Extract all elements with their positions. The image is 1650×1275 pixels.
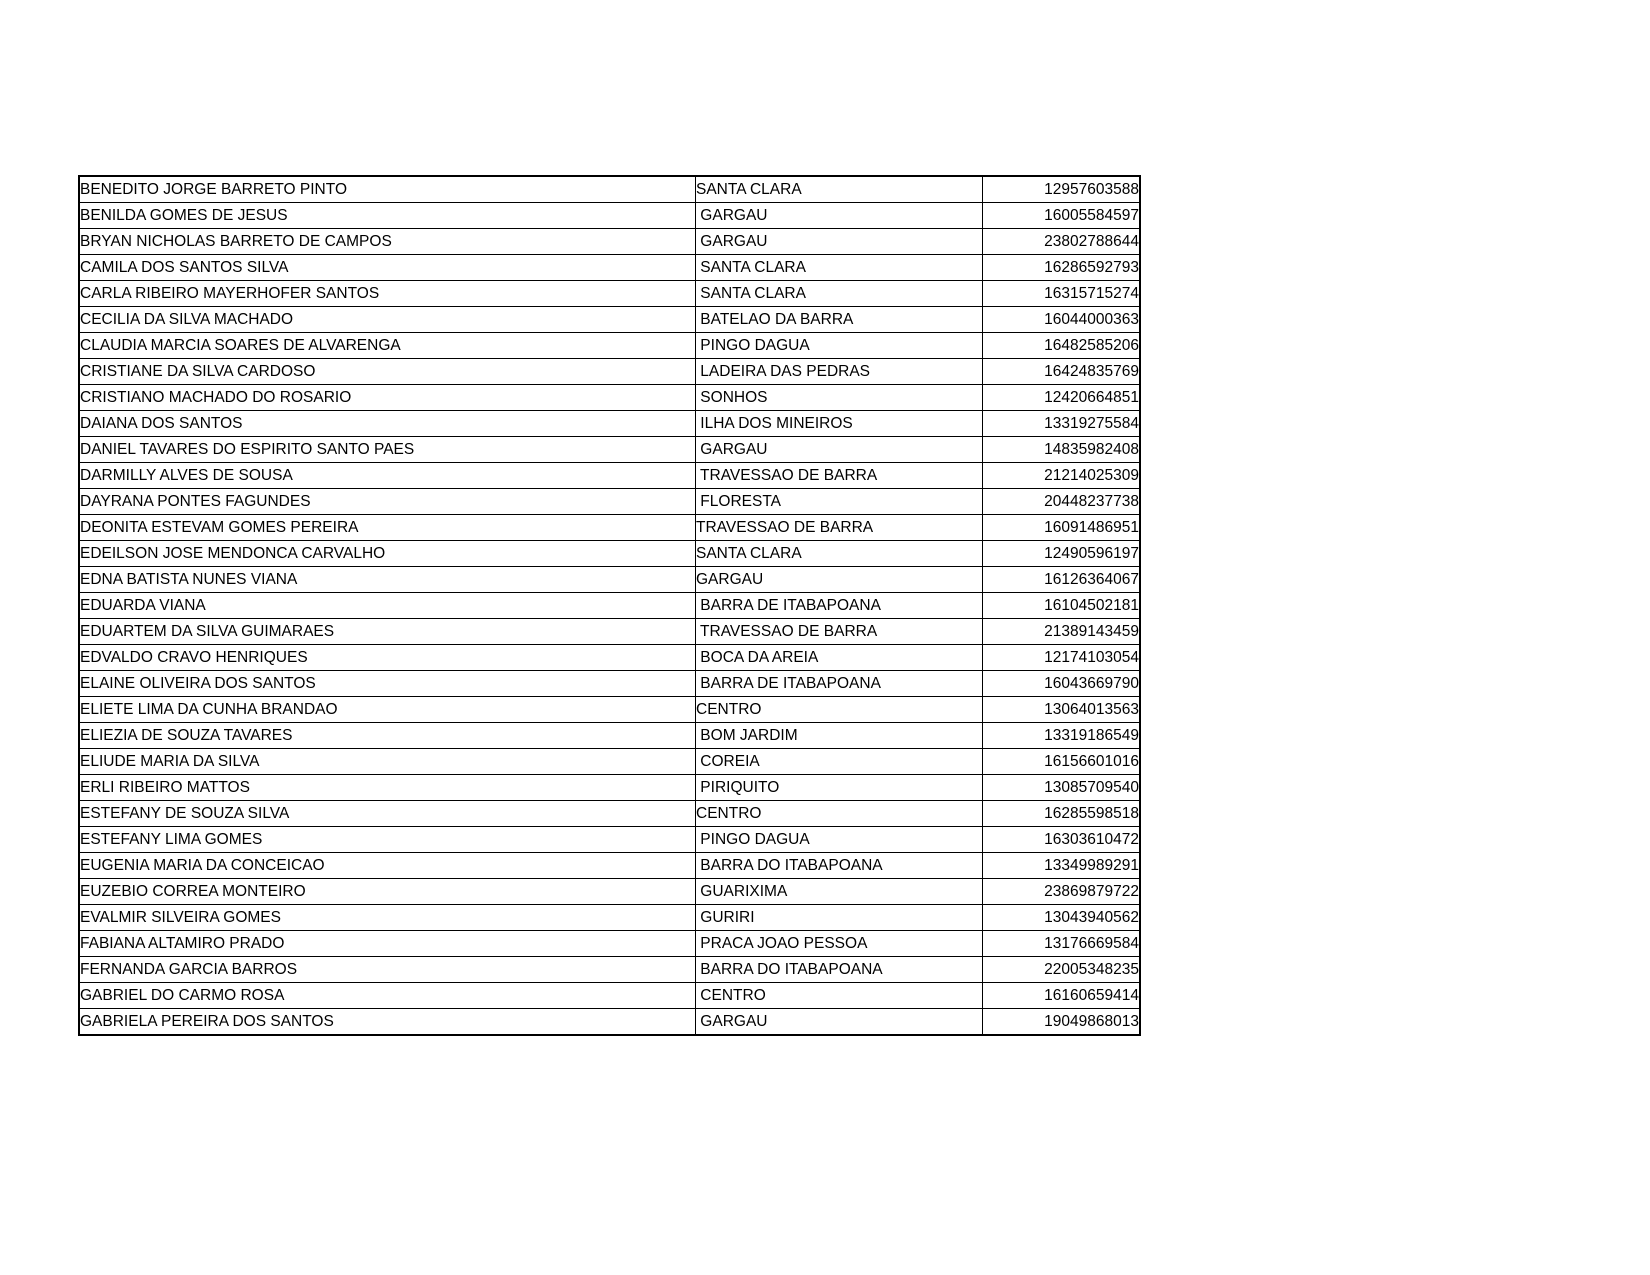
records-table-body bbox=[79, 176, 1140, 1035]
number-cell: 13319186549 bbox=[983, 723, 1141, 749]
neighborhood-cell: GARGAU bbox=[696, 1009, 983, 1036]
neighborhood-cell: BARRA DE ITABAPOANA bbox=[696, 671, 983, 697]
name-cell: CECILIA DA SILVA MACHADO bbox=[79, 307, 696, 333]
table-row bbox=[79, 437, 1140, 463]
name-cell: CLAUDIA MARCIA SOARES DE ALVARENGA bbox=[79, 333, 696, 359]
neighborhood-cell: PINGO DAGUA bbox=[696, 333, 983, 359]
number-cell: 23802788644 bbox=[983, 229, 1141, 255]
name-cell: DAIANA DOS SANTOS bbox=[79, 411, 696, 437]
name-cell: ELIUDE MARIA DA SILVA bbox=[79, 749, 696, 775]
table-row bbox=[79, 541, 1140, 567]
number-cell: 16126364067 bbox=[983, 567, 1141, 593]
neighborhood-cell: BARRA DO ITABAPOANA bbox=[696, 853, 983, 879]
neighborhood-cell: PIRIQUITO bbox=[696, 775, 983, 801]
number-cell: 16315715274 bbox=[983, 281, 1141, 307]
number-cell: 13064013563 bbox=[983, 697, 1141, 723]
neighborhood-cell: CENTRO bbox=[696, 697, 983, 723]
neighborhood-cell: SANTA CLARA bbox=[696, 281, 983, 307]
table-row bbox=[79, 333, 1140, 359]
table-row bbox=[79, 775, 1140, 801]
table-row bbox=[79, 307, 1140, 333]
name-cell: EDUARTEM DA SILVA GUIMARAES bbox=[79, 619, 696, 645]
name-cell: EDUARDA VIANA bbox=[79, 593, 696, 619]
number-cell: 16285598518 bbox=[983, 801, 1141, 827]
number-cell: 13176669584 bbox=[983, 931, 1141, 957]
neighborhood-cell: BATELAO DA BARRA bbox=[696, 307, 983, 333]
name-cell: DAYRANA PONTES FAGUNDES bbox=[79, 489, 696, 515]
number-cell: 13085709540 bbox=[983, 775, 1141, 801]
table-row bbox=[79, 229, 1140, 255]
number-cell: 16104502181 bbox=[983, 593, 1141, 619]
name-cell: ELIEZIA DE SOUZA TAVARES bbox=[79, 723, 696, 749]
number-cell: 21389143459 bbox=[983, 619, 1141, 645]
name-cell: GABRIELA PEREIRA DOS SANTOS bbox=[79, 1009, 696, 1036]
neighborhood-cell: TRAVESSAO DE BARRA bbox=[696, 619, 983, 645]
name-cell: DANIEL TAVARES DO ESPIRITO SANTO PAES bbox=[79, 437, 696, 463]
neighborhood-cell: SANTA CLARA bbox=[696, 255, 983, 281]
neighborhood-cell: TRAVESSAO DE BARRA bbox=[696, 463, 983, 489]
neighborhood-cell: GARGAU bbox=[696, 437, 983, 463]
name-cell: DARMILLY ALVES DE SOUSA bbox=[79, 463, 696, 489]
table-row bbox=[79, 879, 1140, 905]
neighborhood-cell: LADEIRA DAS PEDRAS bbox=[696, 359, 983, 385]
name-cell: DEONITA ESTEVAM GOMES PEREIRA bbox=[79, 515, 696, 541]
name-cell: ERLI RIBEIRO MATTOS bbox=[79, 775, 696, 801]
name-cell: CRISTIANE DA SILVA CARDOSO bbox=[79, 359, 696, 385]
table-row bbox=[79, 723, 1140, 749]
neighborhood-cell: SANTA CLARA bbox=[696, 541, 983, 567]
table-row bbox=[79, 1009, 1140, 1036]
name-cell: BENILDA GOMES DE JESUS bbox=[79, 203, 696, 229]
neighborhood-cell: BOCA DA AREIA bbox=[696, 645, 983, 671]
table-row bbox=[79, 385, 1140, 411]
name-cell: EUZEBIO CORREA MONTEIRO bbox=[79, 879, 696, 905]
neighborhood-cell: CENTRO bbox=[696, 801, 983, 827]
name-cell: ESTEFANY LIMA GOMES bbox=[79, 827, 696, 853]
neighborhood-cell: FLORESTA bbox=[696, 489, 983, 515]
neighborhood-cell: GARGAU bbox=[696, 567, 983, 593]
neighborhood-cell: CENTRO bbox=[696, 983, 983, 1009]
table-row bbox=[79, 905, 1140, 931]
number-cell: 13349989291 bbox=[983, 853, 1141, 879]
neighborhood-cell: PINGO DAGUA bbox=[696, 827, 983, 853]
name-cell: CARLA RIBEIRO MAYERHOFER SANTOS bbox=[79, 281, 696, 307]
number-cell: 16482585206 bbox=[983, 333, 1141, 359]
number-cell: 16286592793 bbox=[983, 255, 1141, 281]
number-cell: 16160659414 bbox=[983, 983, 1141, 1009]
neighborhood-cell: TRAVESSAO DE BARRA bbox=[696, 515, 983, 541]
neighborhood-cell: GUARIXIMA bbox=[696, 879, 983, 905]
table-row bbox=[79, 671, 1140, 697]
table-row bbox=[79, 801, 1140, 827]
table-row bbox=[79, 359, 1140, 385]
number-cell: 23869879722 bbox=[983, 879, 1141, 905]
number-cell: 21214025309 bbox=[983, 463, 1141, 489]
table-row bbox=[79, 749, 1140, 775]
name-cell: ELAINE OLIVEIRA DOS SANTOS bbox=[79, 671, 696, 697]
table-row bbox=[79, 645, 1140, 671]
number-cell: 16303610472 bbox=[983, 827, 1141, 853]
table-row bbox=[79, 697, 1140, 723]
neighborhood-cell: SONHOS bbox=[696, 385, 983, 411]
neighborhood-cell: GURIRI bbox=[696, 905, 983, 931]
neighborhood-cell: BOM JARDIM bbox=[696, 723, 983, 749]
number-cell: 12174103054 bbox=[983, 645, 1141, 671]
table-row bbox=[79, 983, 1140, 1009]
table-row bbox=[79, 255, 1140, 281]
neighborhood-cell: GARGAU bbox=[696, 203, 983, 229]
table-row bbox=[79, 489, 1140, 515]
table-row bbox=[79, 176, 1140, 203]
table-row bbox=[79, 515, 1140, 541]
name-cell: ESTEFANY DE SOUZA SILVA bbox=[79, 801, 696, 827]
number-cell: 12490596197 bbox=[983, 541, 1141, 567]
name-cell: ELIETE LIMA DA CUNHA BRANDAO bbox=[79, 697, 696, 723]
number-cell: 14835982408 bbox=[983, 437, 1141, 463]
table-row bbox=[79, 463, 1140, 489]
table-row bbox=[79, 931, 1140, 957]
number-cell: 16156601016 bbox=[983, 749, 1141, 775]
number-cell: 19049868013 bbox=[983, 1009, 1141, 1036]
name-cell: EDVALDO CRAVO HENRIQUES bbox=[79, 645, 696, 671]
number-cell: 16424835769 bbox=[983, 359, 1141, 385]
name-cell: EDEILSON JOSE MENDONCA CARVALHO bbox=[79, 541, 696, 567]
number-cell: 13319275584 bbox=[983, 411, 1141, 437]
table-row bbox=[79, 411, 1140, 437]
neighborhood-cell: PRACA JOAO PESSOA bbox=[696, 931, 983, 957]
table-row bbox=[79, 827, 1140, 853]
name-cell: EUGENIA MARIA DA CONCEICAO bbox=[79, 853, 696, 879]
name-cell: CRISTIANO MACHADO DO ROSARIO bbox=[79, 385, 696, 411]
neighborhood-cell: SANTA CLARA bbox=[696, 176, 983, 203]
number-cell: 16044000363 bbox=[983, 307, 1141, 333]
neighborhood-cell: GARGAU bbox=[696, 229, 983, 255]
number-cell: 22005348235 bbox=[983, 957, 1141, 983]
name-cell: BRYAN NICHOLAS BARRETO DE CAMPOS bbox=[79, 229, 696, 255]
table-row bbox=[79, 853, 1140, 879]
table-row bbox=[79, 957, 1140, 983]
name-cell: CAMILA DOS SANTOS SILVA bbox=[79, 255, 696, 281]
name-cell: BENEDITO JORGE BARRETO PINTO bbox=[79, 176, 696, 203]
name-cell: EVALMIR SILVEIRA GOMES bbox=[79, 905, 696, 931]
table-row bbox=[79, 567, 1140, 593]
name-cell: EDNA BATISTA NUNES VIANA bbox=[79, 567, 696, 593]
neighborhood-cell: BARRA DO ITABAPOANA bbox=[696, 957, 983, 983]
table-row bbox=[79, 593, 1140, 619]
number-cell: 13043940562 bbox=[983, 905, 1141, 931]
neighborhood-cell: COREIA bbox=[696, 749, 983, 775]
records-table bbox=[78, 175, 1141, 1036]
name-cell: FERNANDA GARCIA BARROS bbox=[79, 957, 696, 983]
number-cell: 12957603588 bbox=[983, 176, 1141, 203]
number-cell: 16091486951 bbox=[983, 515, 1141, 541]
table-row bbox=[79, 619, 1140, 645]
neighborhood-cell: ILHA DOS MINEIROS bbox=[696, 411, 983, 437]
table-row bbox=[79, 203, 1140, 229]
number-cell: 16005584597 bbox=[983, 203, 1141, 229]
number-cell: 20448237738 bbox=[983, 489, 1141, 515]
number-cell: 16043669790 bbox=[983, 671, 1141, 697]
table-row bbox=[79, 281, 1140, 307]
name-cell: GABRIEL DO CARMO ROSA bbox=[79, 983, 696, 1009]
neighborhood-cell: BARRA DE ITABAPOANA bbox=[696, 593, 983, 619]
number-cell: 12420664851 bbox=[983, 385, 1141, 411]
name-cell: FABIANA ALTAMIRO PRADO bbox=[79, 931, 696, 957]
